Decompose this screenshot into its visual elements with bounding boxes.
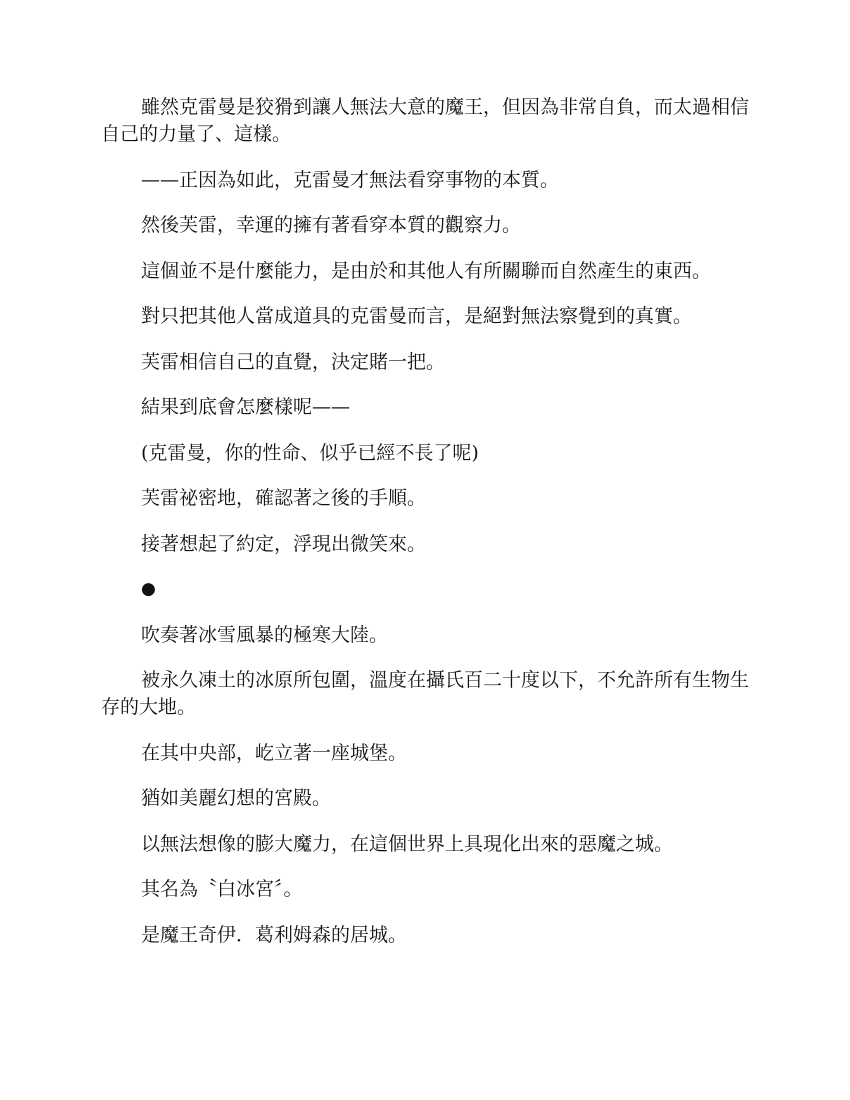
paragraph: 這個並不是什麼能力，是由於和其他人有所關聯而自然產生的東西。 bbox=[141, 259, 712, 282]
paragraph: 芙雷祕密地，確認著之後的手順。 bbox=[141, 487, 427, 509]
body-text bbox=[101, 94, 751, 967]
paragraph: 然後芙雷，幸運的擁有著看穿本質的觀察力。 bbox=[141, 214, 522, 236]
paragraph: 以無法想像的膨大魔力，在這個世界上具現化出來的惡魔之城。 bbox=[141, 832, 674, 855]
paragraph: 猶如美麗幻想的宮殿。 bbox=[141, 787, 332, 809]
paragraph: 結果到底會怎麼樣呢—— bbox=[141, 396, 351, 418]
paragraph: 芙雷相信自己的直覺，決定賭一把。 bbox=[141, 350, 446, 373]
paragraph: 其名為〝白冰宮〞。 bbox=[141, 878, 303, 900]
paragraph: (克雷曼，你的性命、似乎已經不長了呢) bbox=[141, 441, 479, 464]
paragraph: 被永久凍土的冰原所包圍，溫度在攝氏百二十度以下，不允許所有生物生存的大地。 bbox=[101, 669, 750, 718]
paragraph: 雖然克雷曼是狡猾到讓人無法大意的魔王，但因為非常自負，而太過相信自己的力量了、這樣。 bbox=[101, 96, 750, 145]
paragraph: 對只把其他人當成道具的克雷曼而言，是絕對無法察覺到的真實。 bbox=[141, 305, 693, 327]
paragraph: ——正因為如此，克雷曼才無法看穿事物的本質。 bbox=[141, 168, 560, 191]
paragraph: 在其中央部，屹立著一座城堡。 bbox=[141, 741, 408, 764]
section-break-bullet: ● bbox=[141, 579, 156, 599]
paragraph: 是魔王奇伊．葛利姆森的居城。 bbox=[141, 923, 408, 946]
paragraph: 接著想起了約定，浮現出微笑來。 bbox=[141, 532, 427, 555]
paragraph: 吹奏著冰雪風暴的極寒大陸。 bbox=[141, 623, 389, 646]
